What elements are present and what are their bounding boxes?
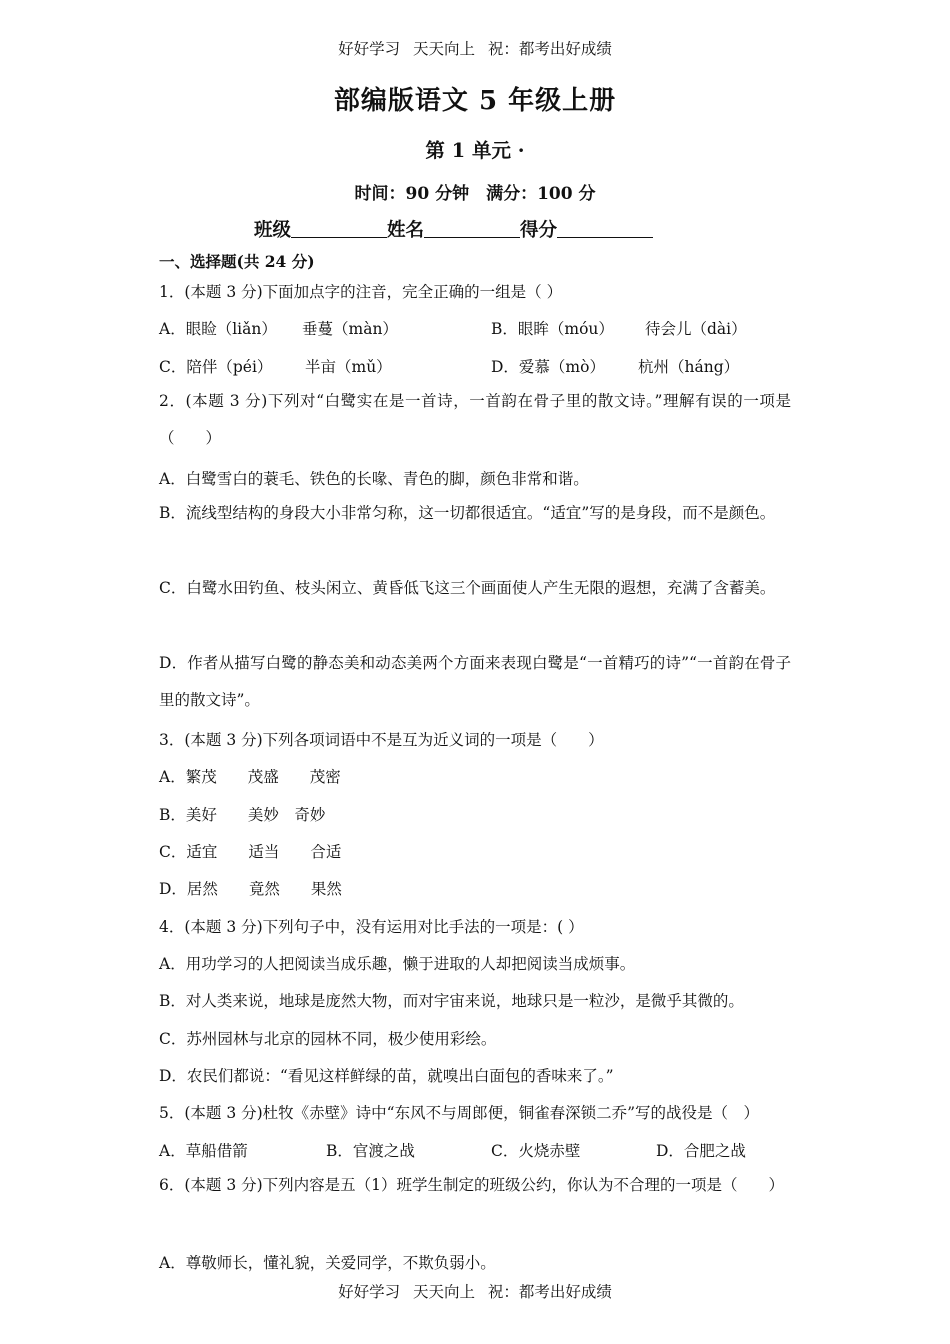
q3-option-d: D．居然 竟然 果然: [159, 880, 342, 898]
section-heading: 一、选择题(共 24 分): [159, 252, 315, 271]
q4-stem: 4．(本题 3 分)下列句子中，没有运用对比手法的一项是：( ）: [159, 918, 584, 936]
q3-option-b: B．美好 美妙 奇妙: [159, 806, 326, 824]
page-header: 好好学习 天天向上 祝：都考出好成绩: [338, 40, 612, 58]
q3-stem: 3．(本题 3 分)下列各项词语中不是互为近义词的一项是（ ）: [159, 731, 604, 749]
q3-option-a: A．繁茂 茂盛 茂密: [159, 768, 341, 786]
q5-stem: 5．(本题 3 分)杜牧《赤壁》诗中“东风不与周郎便，铜雀春深锁二乔”写的战役是（ ）: [159, 1104, 760, 1122]
q2-stem: 2．(本题 3 分)下列对“白鹭实在是一首诗，一首韵在骨子里的散文诗。”理解有误的一项是（ ）: [159, 392, 791, 448]
q3-option-c: C．适宜 适当 合适: [159, 843, 342, 861]
q6-option-a: A．尊敬师长，懂礼貌，关爱同学，不欺负弱小。: [159, 1254, 496, 1272]
q1-stem: 1．(本题 3 分)下面加点字的注音，完全正确的一组是（ ）: [159, 283, 563, 301]
q4-option-a: A．用功学习的人把阅读当成乐趣，懒于进取的人却把阅读当成烦事。: [159, 955, 636, 973]
name-label: 姓名: [387, 220, 425, 241]
q4-option-d: D．农民们都说：“看见这样鲜绿的苗，就嗅出白面包的香味来了。”: [159, 1067, 614, 1085]
q2-option-b: B．流线型结构的身段大小非常匀称，这一切都很适宜。“适宜”写的是身段，而不是颜色。: [159, 504, 776, 522]
q5-option-c: C．火烧赤壁: [491, 1142, 581, 1160]
q2-option-a: A．白鹭雪白的蓑毛、铁色的长喙、青色的脚，颜色非常和谐。: [159, 470, 589, 488]
page-title: 部编版语文 5 年级上册: [333, 86, 617, 116]
score-blank: [557, 219, 653, 238]
class-label: 班级: [254, 220, 292, 241]
q1-option-a: A．眼睑（liǎn）: [159, 320, 277, 338]
time-score-info: 时间：90 分钟 满分：100 分: [354, 184, 596, 204]
q4-option-b: B．对人类来说，地球是庞然大物，而对宇宙来说，地球只是一粒沙，是微乎其微的。: [159, 992, 744, 1010]
q1-option-b: B．眼眸（móu）: [491, 320, 614, 338]
q5-option-b: B．官渡之战: [326, 1142, 415, 1160]
q1-option-c: C．陪伴（péi）: [159, 358, 273, 376]
score-label: 得分: [520, 220, 558, 241]
q5-option-d: D．合肥之战: [656, 1142, 746, 1160]
q1-option-b-2: 待会儿（dài）: [645, 320, 747, 338]
class-blank: [291, 219, 387, 238]
q6-stem: 6．(本题 3 分)下列内容是五（1）班学生制定的班级公约，你认为不合理的一项是（ ）: [159, 1176, 785, 1194]
q1-option-d-2: 杭州（háng）: [638, 358, 740, 376]
q1-option-c-2: 半亩（mǔ）: [305, 358, 392, 376]
name-blank: [424, 219, 520, 238]
q4-option-c: C．苏州园林与北京的园林不同，极少使用彩绘。: [159, 1030, 497, 1048]
q1-option-a-2: 垂蔓（màn）: [302, 320, 398, 338]
unit-title: 第 1 单元 ·: [425, 139, 525, 162]
page-footer: 好好学习 天天向上 祝：都考出好成绩: [338, 1283, 612, 1301]
q2-option-c: C．白鹭水田钓鱼、枝头闲立、黄昏低飞这三个画面使人产生无限的遐想，充满了含蓄美。: [159, 579, 776, 597]
q5-option-a: A．草船借箭: [159, 1142, 248, 1160]
q1-option-d: D．爱慕（mò）: [491, 358, 605, 376]
student-info-line: [254, 216, 653, 242]
q2-option-d: D．作者从描写白鹭的静态美和动态美两个方面来表现白鹭是“一首精巧的诗”“一首韵在骨子里的散文诗”。: [159, 654, 791, 710]
